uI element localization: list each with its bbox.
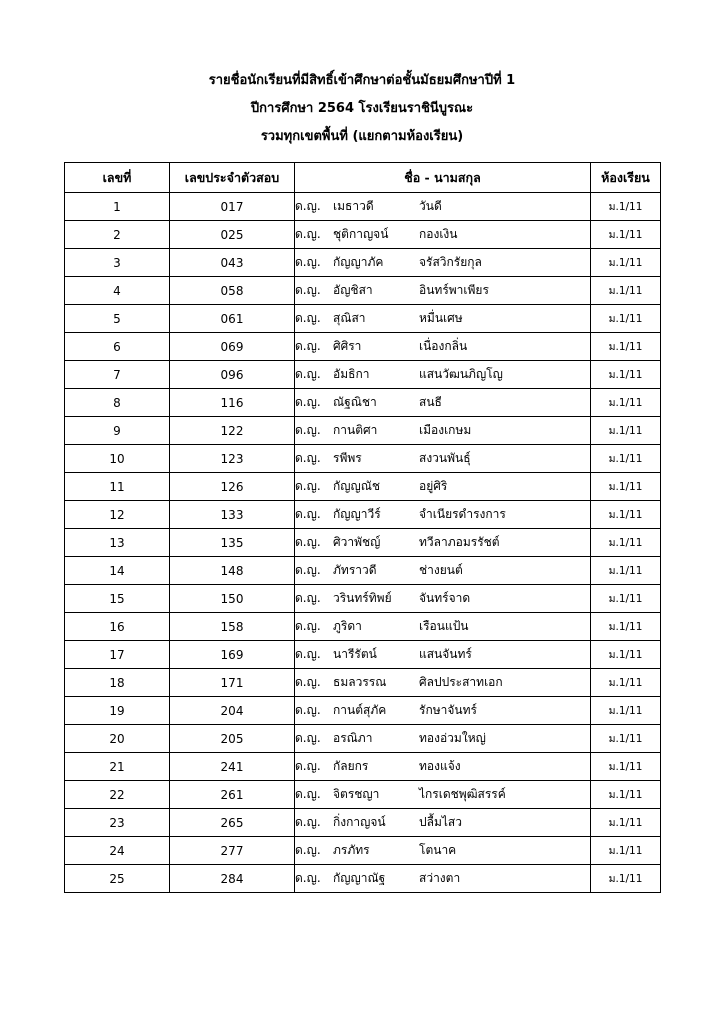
last-name: จันทร์จาด: [419, 591, 471, 605]
first-name: กัลยกร: [333, 759, 369, 773]
first-name: ศิวาพัชญ์: [333, 535, 381, 549]
cell-full-name: [295, 333, 591, 361]
cell-exam-id: 158: [170, 613, 295, 641]
cell-number: 3: [65, 249, 170, 277]
name-prefix: ด.ญ.: [295, 283, 321, 297]
cell-exam-id: 150: [170, 585, 295, 613]
last-name: เนื่องกลิ่น: [419, 339, 468, 353]
table-row: [65, 641, 661, 669]
cell-exam-id: 284: [170, 865, 295, 893]
cell-full-name: [295, 221, 591, 249]
cell-full-name: [295, 613, 591, 641]
last-name: สว่างตา: [419, 871, 461, 885]
first-name: อัมธิกา: [333, 367, 370, 381]
cell-exam-id: 133: [170, 501, 295, 529]
first-name: อรณิภา: [333, 731, 373, 745]
cell-full-name: [295, 445, 591, 473]
name-prefix: ด.ญ.: [295, 843, 321, 857]
cell-number: 7: [65, 361, 170, 389]
last-name: สนธี: [419, 395, 442, 409]
first-name: อัญชิสา: [333, 283, 373, 297]
table-row: [65, 361, 661, 389]
cell-classroom: ม.1/11: [591, 389, 661, 417]
first-name: นารีรัตน์: [333, 647, 377, 661]
cell-classroom: ม.1/11: [591, 445, 661, 473]
table-header-row: [65, 163, 661, 193]
cell-full-name: [295, 669, 591, 697]
last-name: แสนจันทร์: [419, 647, 472, 661]
table-row: [65, 221, 661, 249]
cell-full-name: [295, 193, 591, 221]
cell-exam-id: 204: [170, 697, 295, 725]
cell-classroom: ม.1/11: [591, 333, 661, 361]
cell-number: 16: [65, 613, 170, 641]
cell-classroom: ม.1/11: [591, 249, 661, 277]
cell-exam-id: 025: [170, 221, 295, 249]
table-row: [65, 865, 661, 893]
cell-exam-id: 061: [170, 305, 295, 333]
name-prefix: ด.ญ.: [295, 451, 321, 465]
cell-full-name: [295, 781, 591, 809]
first-name: กัญญาณัฐ: [333, 871, 386, 885]
first-name: จิตรชญา: [333, 787, 380, 801]
last-name: ช่างยนต์: [419, 563, 463, 577]
cell-number: 13: [65, 529, 170, 557]
cell-classroom: ม.1/11: [591, 501, 661, 529]
cell-exam-id: 123: [170, 445, 295, 473]
name-prefix: ด.ญ.: [295, 535, 321, 549]
name-prefix: ด.ญ.: [295, 647, 321, 661]
first-name: กัญญาภัค: [333, 255, 384, 269]
last-name: สงวนพันธุ์: [419, 451, 471, 465]
first-name: กัญญาวีร์: [333, 507, 381, 521]
last-name: ไกรเดชพุฒิสรรค์: [419, 787, 506, 801]
cell-exam-id: 169: [170, 641, 295, 669]
table-row: [65, 725, 661, 753]
cell-full-name: [295, 837, 591, 865]
cell-exam-id: 126: [170, 473, 295, 501]
cell-full-name: [295, 529, 591, 557]
cell-number: 2: [65, 221, 170, 249]
cell-number: 24: [65, 837, 170, 865]
first-name: ธมลวรรณ: [333, 675, 387, 689]
first-name: เมธาวดี: [333, 199, 374, 213]
name-prefix: ด.ญ.: [295, 563, 321, 577]
cell-full-name: [295, 641, 591, 669]
table-row: [65, 305, 661, 333]
cell-number: 12: [65, 501, 170, 529]
name-prefix: ด.ญ.: [295, 619, 321, 633]
cell-classroom: ม.1/11: [591, 641, 661, 669]
table-row: [65, 249, 661, 277]
cell-classroom: ม.1/11: [591, 781, 661, 809]
name-prefix: ด.ญ.: [295, 787, 321, 801]
cell-number: 1: [65, 193, 170, 221]
cell-number: 20: [65, 725, 170, 753]
table-row: [65, 417, 661, 445]
cell-full-name: [295, 585, 591, 613]
header-exam-id: เลขประจำตัวสอบ: [170, 163, 295, 193]
last-name: ศิลปประสาทเอก: [419, 675, 503, 689]
cell-number: 25: [65, 865, 170, 893]
table-row: [65, 809, 661, 837]
table-row: [65, 697, 661, 725]
last-name: วันดี: [419, 199, 442, 213]
first-name: กานติศา: [333, 423, 378, 437]
cell-classroom: ม.1/11: [591, 529, 661, 557]
cell-classroom: ม.1/11: [591, 865, 661, 893]
table-row: [65, 501, 661, 529]
name-prefix: ด.ญ.: [295, 759, 321, 773]
table-row: [65, 445, 661, 473]
cell-number: 8: [65, 389, 170, 417]
cell-number: 17: [65, 641, 170, 669]
name-prefix: ด.ญ.: [295, 479, 321, 493]
first-name: กิ่งกาญจน์: [333, 815, 386, 829]
cell-classroom: ม.1/11: [591, 725, 661, 753]
last-name: ทวีลาภอมรรัชต์: [419, 535, 500, 549]
cell-full-name: [295, 305, 591, 333]
document-title-line-2: ปีการศึกษา 2564 โรงเรียนราชินีบูรณะ: [250, 101, 474, 116]
cell-full-name: [295, 501, 591, 529]
cell-full-name: [295, 809, 591, 837]
table-row: [65, 389, 661, 417]
last-name: โตนาค: [419, 843, 457, 857]
table-body: [65, 193, 661, 893]
last-name: รักษาจันทร์: [419, 703, 477, 717]
table-row: [65, 781, 661, 809]
cell-exam-id: 277: [170, 837, 295, 865]
name-prefix: ด.ญ.: [295, 395, 321, 409]
cell-number: 14: [65, 557, 170, 585]
name-prefix: ด.ญ.: [295, 675, 321, 689]
cell-full-name: [295, 277, 591, 305]
name-prefix: ด.ญ.: [295, 367, 321, 381]
cell-exam-id: 205: [170, 725, 295, 753]
cell-classroom: ม.1/11: [591, 613, 661, 641]
cell-number: 21: [65, 753, 170, 781]
cell-full-name: [295, 417, 591, 445]
table-row: [65, 529, 661, 557]
document-title-line-1: รายชื่อนักเรียนที่มีสิทธิ์เข้าศึกษาต่อชั้นมัธยมศึกษาปีที่ 1: [208, 73, 516, 88]
cell-number: 23: [65, 809, 170, 837]
first-name: ภูริดา: [333, 619, 362, 633]
name-prefix: ด.ญ.: [295, 703, 321, 717]
cell-number: 9: [65, 417, 170, 445]
name-prefix: ด.ญ.: [295, 339, 321, 353]
cell-number: 18: [65, 669, 170, 697]
table-row: [65, 333, 661, 361]
table-row: [65, 193, 661, 221]
cell-number: 11: [65, 473, 170, 501]
cell-full-name: [295, 697, 591, 725]
cell-classroom: ม.1/11: [591, 361, 661, 389]
cell-exam-id: 171: [170, 669, 295, 697]
cell-classroom: ม.1/11: [591, 557, 661, 585]
name-prefix: ด.ญ.: [295, 871, 321, 885]
cell-classroom: ม.1/11: [591, 277, 661, 305]
cell-exam-id: 148: [170, 557, 295, 585]
cell-number: 22: [65, 781, 170, 809]
cell-number: 4: [65, 277, 170, 305]
cell-exam-id: 069: [170, 333, 295, 361]
table-row: [65, 557, 661, 585]
cell-full-name: [295, 557, 591, 585]
cell-classroom: ม.1/11: [591, 221, 661, 249]
cell-full-name: [295, 249, 591, 277]
last-name: อยู่ศิริ: [419, 479, 448, 493]
cell-exam-id: 058: [170, 277, 295, 305]
name-prefix: ด.ญ.: [295, 255, 321, 269]
cell-classroom: ม.1/11: [591, 473, 661, 501]
header-number: เลขที่: [65, 163, 170, 193]
cell-full-name: [295, 725, 591, 753]
cell-classroom: ม.1/11: [591, 585, 661, 613]
cell-classroom: ม.1/11: [591, 669, 661, 697]
last-name: จรัสวิกรัยกุล: [419, 255, 482, 269]
cell-exam-id: 122: [170, 417, 295, 445]
cell-full-name: [295, 389, 591, 417]
table-row: [65, 277, 661, 305]
cell-exam-id: 261: [170, 781, 295, 809]
last-name: หมื่นเศษ: [419, 311, 463, 325]
first-name: รพีพร: [333, 451, 362, 465]
first-name: ภรภัทร: [333, 843, 370, 857]
last-name: ทองแจ้ง: [419, 759, 461, 773]
table-row: [65, 613, 661, 641]
table-row: [65, 669, 661, 697]
first-name: สุณิสา: [333, 311, 366, 325]
name-prefix: ด.ญ.: [295, 591, 321, 605]
first-name: ชุติกาญจน์: [333, 227, 389, 241]
last-name: เมืองเกษม: [419, 423, 472, 437]
name-prefix: ด.ญ.: [295, 815, 321, 829]
name-prefix: ด.ญ.: [295, 311, 321, 325]
first-name: กัญญณัช: [333, 479, 380, 493]
cell-exam-id: 043: [170, 249, 295, 277]
cell-number: 5: [65, 305, 170, 333]
last-name: กองเงิน: [419, 227, 458, 241]
cell-classroom: ม.1/11: [591, 809, 661, 837]
first-name: กานต์สุภัค: [333, 703, 387, 717]
cell-number: 10: [65, 445, 170, 473]
table-row: [65, 585, 661, 613]
first-name: วรินทร์ทิพย์: [333, 591, 392, 605]
first-name: ณัฐณิชา: [333, 395, 377, 409]
name-prefix: ด.ญ.: [295, 507, 321, 521]
last-name: ปลื้มไสว: [419, 815, 462, 829]
cell-classroom: ม.1/11: [591, 753, 661, 781]
cell-full-name: [295, 753, 591, 781]
cell-classroom: ม.1/11: [591, 305, 661, 333]
cell-exam-id: 265: [170, 809, 295, 837]
cell-classroom: ม.1/11: [591, 697, 661, 725]
first-name: ภัทราวดี: [333, 563, 377, 577]
name-prefix: ด.ญ.: [295, 199, 321, 213]
cell-exam-id: 096: [170, 361, 295, 389]
cell-full-name: [295, 361, 591, 389]
last-name: อินทร์พาเพียร: [419, 283, 489, 297]
name-prefix: ด.ญ.: [295, 423, 321, 437]
cell-classroom: ม.1/11: [591, 837, 661, 865]
name-prefix: ด.ญ.: [295, 227, 321, 241]
cell-exam-id: 017: [170, 193, 295, 221]
cell-full-name: [295, 473, 591, 501]
last-name: แสนวัฒนภิญโญ: [419, 367, 503, 381]
cell-classroom: ม.1/11: [591, 193, 661, 221]
cell-exam-id: 241: [170, 753, 295, 781]
cell-number: 6: [65, 333, 170, 361]
last-name: ทองอ่วมใหญ่: [419, 731, 486, 745]
table-row: [65, 753, 661, 781]
last-name: จำเนียรดำรงการ: [419, 507, 506, 521]
table-row: [65, 837, 661, 865]
cell-number: 15: [65, 585, 170, 613]
student-roster-table: [64, 162, 661, 893]
cell-exam-id: 116: [170, 389, 295, 417]
last-name: เรือนแป้น: [419, 619, 469, 633]
cell-full-name: [295, 865, 591, 893]
cell-number: 19: [65, 697, 170, 725]
header-classroom: ห้องเรียน: [591, 163, 661, 193]
document-title-line-3: รวมทุกเขตพื้นที่ (แยกตามห้องเรียน): [260, 129, 464, 144]
cell-exam-id: 135: [170, 529, 295, 557]
header-full-name: ชื่อ - นามสกุล: [295, 163, 591, 193]
table-row: [65, 473, 661, 501]
cell-classroom: ม.1/11: [591, 417, 661, 445]
name-prefix: ด.ญ.: [295, 731, 321, 745]
first-name: ศิศิรา: [333, 339, 362, 353]
